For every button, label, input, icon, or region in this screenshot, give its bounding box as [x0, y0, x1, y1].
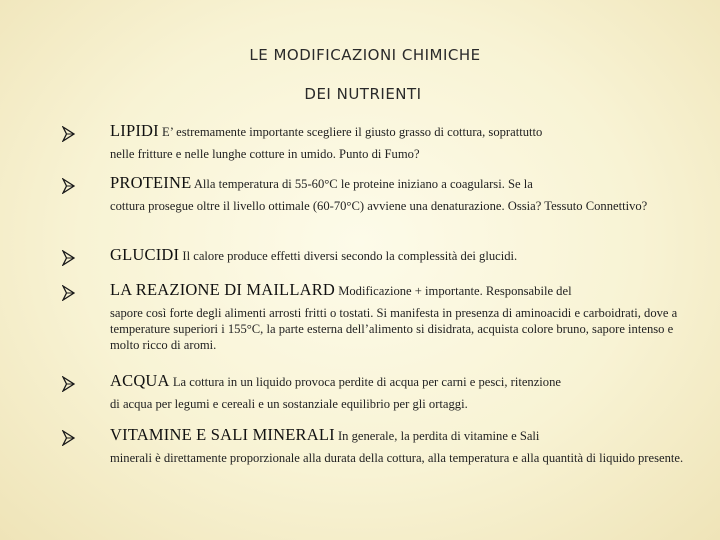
- arrowhead-bullet-icon: [62, 285, 75, 301]
- bullet-continuation: sapore così forte degli alimenti arrosti fritti o tostati. Si manifesta in presenza di aminoacidi e carboidrati, dove a temperature superiori i 155°C, la parte esterna dell’alimento si disidrata, acquista colore bruno, sapore intenso e molto ricco di aromi.: [110, 306, 678, 352]
- bullet-keyword: LIPIDI: [110, 121, 159, 140]
- bullet-keyword: ACQUA: [110, 371, 170, 390]
- arrowhead-bullet-icon: [62, 178, 75, 194]
- bullet-first-line: E’ estremamente importante scegliere il giusto grasso di cottura, soprattutto: [162, 125, 543, 139]
- bullet-keyword: PROTEINE: [110, 173, 192, 192]
- bullet-continuation: nelle fritture e nelle lunghe cotture in umido. Punto di Fumo?: [110, 147, 420, 161]
- bullet-text: [110, 247, 685, 264]
- bullet-continuation: cottura prosegue oltre il livello ottimale (60-70°C) avviene una denaturazione. Ossia? Tessuto Connettivo?: [110, 199, 648, 213]
- bullet-text: [110, 175, 685, 214]
- arrowhead-bullet-icon: [62, 126, 75, 142]
- bullet-text: [110, 123, 685, 162]
- bullet-first-line: La cottura in un liquido provoca perdite di acqua per carni e pesci, ritenzione: [172, 375, 561, 389]
- slide-title-line-2: DEI NUTRIENTI: [304, 85, 422, 103]
- arrowhead-bullet-icon: [62, 250, 75, 266]
- bullet-continuation: minerali è direttamente proporzionale alla durata della cottura, alla temperatura e alla quantità di liquido presente.: [110, 451, 684, 465]
- bullet-keyword: GLUCIDI: [110, 245, 180, 264]
- bullet-text: [110, 282, 685, 353]
- bullet-text: [110, 427, 685, 466]
- bullet-keyword: LA REAZIONE DI MAILLARD: [110, 280, 336, 299]
- bullet-first-line: Il calore produce effetti diversi secondo la complessità dei glucidi.: [182, 249, 518, 263]
- bullet-keyword: VITAMINE E SALI MINERALI: [110, 425, 335, 444]
- arrowhead-bullet-icon: [62, 376, 75, 392]
- bullet-text: [110, 373, 685, 412]
- bullet-first-line: Modificazione + importante. Responsabile del: [338, 284, 572, 298]
- bullet-first-line: Alla temperatura di 55-60°C le proteine iniziano a coagularsi. Se la: [193, 177, 533, 191]
- slide-title-line-1: LE MODIFICAZIONI CHIMICHE: [249, 46, 481, 64]
- bullet-first-line: In generale, la perdita di vitamine e Sali: [337, 429, 540, 443]
- arrowhead-bullet-icon: [62, 430, 75, 446]
- bullet-continuation: di acqua per legumi e cereali e un sostanziale equilibrio per gli ortaggi.: [110, 397, 468, 411]
